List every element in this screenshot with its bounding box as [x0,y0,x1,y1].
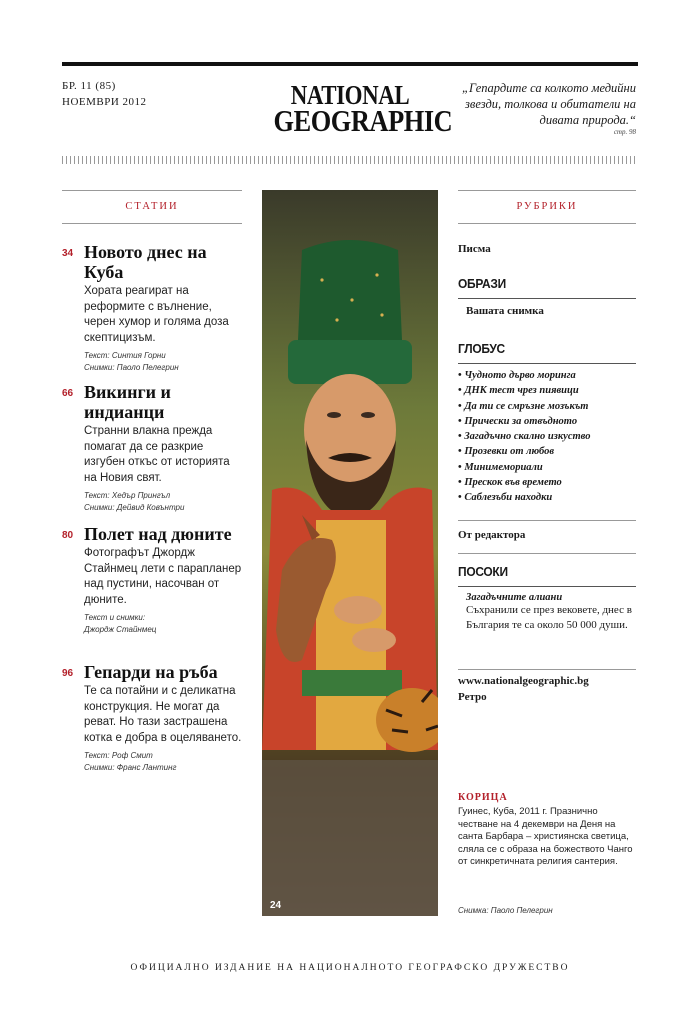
editor-top-rule [458,520,636,521]
magazine-logo [260,80,453,138]
globus-item[interactable]: • Саблезъби находки [458,490,636,505]
rubrics-top-rule [458,190,636,191]
article-page: 66 [62,388,74,399]
issue-date: НОЕМВРИ 2012 [62,96,147,108]
cover-label: КОРИЦА [458,792,508,803]
logo-line-2: GEOGRAPHIC [273,103,453,138]
globus-item[interactable]: • Да ти се смръзне мозъкът [458,399,636,414]
pull-quote: „Гепардите са колкото медийни звезди, толкова и обитатели на дивата природа.“ [462,81,636,127]
posoki-desc: Съхранили се през вековете, днес в България те са около 50 000 души. [466,604,632,631]
globus-item[interactable]: • ДНК тест чрез пиявици [458,383,636,398]
article-item[interactable] [62,382,242,514]
footer-text: ОФИЦИАЛНО ИЗДАНИЕ НА НАЦИОНАЛНОТО ГЕОГРАФСКО ДРУЖЕСТВО [130,963,570,973]
issue-info [62,78,147,110]
article-page: 96 [62,668,74,679]
article-credit-line: Снимки: Паоло Пелегрин [84,363,179,372]
cover-credit: Снимка: Паоло Пелегрин [458,906,553,915]
issue-number: БР. 11 (85) [62,80,116,92]
rubric-your-photo[interactable]: Вашата снимка [466,305,544,317]
painting-illustration [262,190,438,916]
globus-item[interactable]: • Прозевки от любов [458,444,636,459]
article-desc: Хората реагират на реформите с вълнение, черен хумор и голяма доза скептицизъм. [84,285,229,344]
article-title[interactable]: Полет над дюните [84,524,232,544]
article-desc: Те са потайни и с деликатна конструкция. Не могат да реват. Но тази застрашена котка е добра в оцеляването. [84,685,242,744]
article-item[interactable] [62,242,242,374]
rubric-obrazi-heading: ОБРАЗИ [458,276,506,291]
cover-caption: Гуинес, Куба, 2011 г. Празнично честване на 4 декември на Деня на санта Барбара – християнска светица, сляла се с образа на божеството Чанго от синкретичната религия сантерия. [458,806,633,867]
posoki-rule [458,586,636,587]
article-page: 34 [62,248,74,259]
cover-photo[interactable] [262,190,438,916]
articles-bottom-rule [62,223,242,224]
posoki-title[interactable]: Загадъчните алиани [466,592,563,603]
rubric-posoki-heading: ПОСОКИ [458,564,508,579]
posoki-feature[interactable] [466,592,636,633]
articles-top-rule [62,190,242,191]
article-page: 80 [62,530,74,541]
posoki-bottom-rule [458,669,636,670]
rubric-retro[interactable]: Ретро [458,691,487,703]
article-credit [84,612,242,636]
pull-quote-ref: стр. 98 [613,128,636,136]
eye-right [361,412,375,418]
article-desc: Странни влакна прежда помагат да се разкрие изгубен откъс от историята на Новия свят. [84,425,230,484]
article-credit-line: Текст: Роф Смит [84,751,153,760]
rubric-from-editor[interactable]: От редактора [458,529,526,541]
obrazi-rule [458,298,636,299]
hatch-divider [62,156,638,164]
hat-dot [335,318,338,321]
hat-dot [350,298,353,301]
globus-list [458,368,636,506]
globus-item[interactable]: • Минимемориали [458,460,636,475]
photo-page-number: 24 [270,900,282,911]
article-credit-line: Снимки: Франс Лантинг [84,763,177,772]
hat-dot [380,313,383,316]
rubrics-bottom-rule [458,223,636,224]
hand [352,628,396,652]
article-desc: Фотографът Джордж Стайнмец лети с парапланер над пустини, насочван от дюните. [84,547,242,606]
article-item[interactable] [62,524,242,636]
article-credit-line: Текст и снимки: [84,613,146,622]
logo-line-1: NATIONAL [290,80,410,110]
hat-dot [375,273,378,276]
wall-texture [262,760,438,916]
rubric-globus-heading: ГЛОБУС [458,341,505,356]
globus-item[interactable]: • Прескок във времето [458,475,636,490]
article-credit-line: Текст: Хедър Прингъл [84,491,171,500]
hat-dot [320,278,323,281]
green-sash [302,670,402,696]
article-title[interactable]: Новото днес на Куба [84,242,207,282]
globus-rule [458,363,636,364]
rubrics-label: РУБРИКИ [516,201,578,212]
article-title[interactable]: Гепарди на ръба [84,662,218,682]
globus-item[interactable]: • Чудното дърво моринга [458,368,636,383]
article-item[interactable] [62,662,242,774]
editor-bottom-rule [458,553,636,554]
article-credit [84,350,242,374]
hand [334,596,382,624]
article-credit [84,750,242,774]
article-credit-line: Джордж Стайнмец [84,625,157,634]
eye-left [327,412,341,418]
rubric-letters[interactable]: Писма [458,243,491,255]
website-link[interactable]: www.nationalgeographic.bg [458,675,589,687]
article-credit [84,490,242,514]
globus-item[interactable]: • Прически за отвъдното [458,414,636,429]
globus-item[interactable]: • Загадъчно скално изкуство [458,429,636,444]
top-rule [62,62,638,66]
article-credit-line: Текст: Синтия Горни [84,351,166,360]
hat-top [298,240,402,340]
article-credit-line: Снимки: Дейвид Ковънтри [84,503,185,512]
article-title[interactable]: Викинги и индианци [84,382,171,422]
articles-label: СТАТИИ [125,201,179,212]
